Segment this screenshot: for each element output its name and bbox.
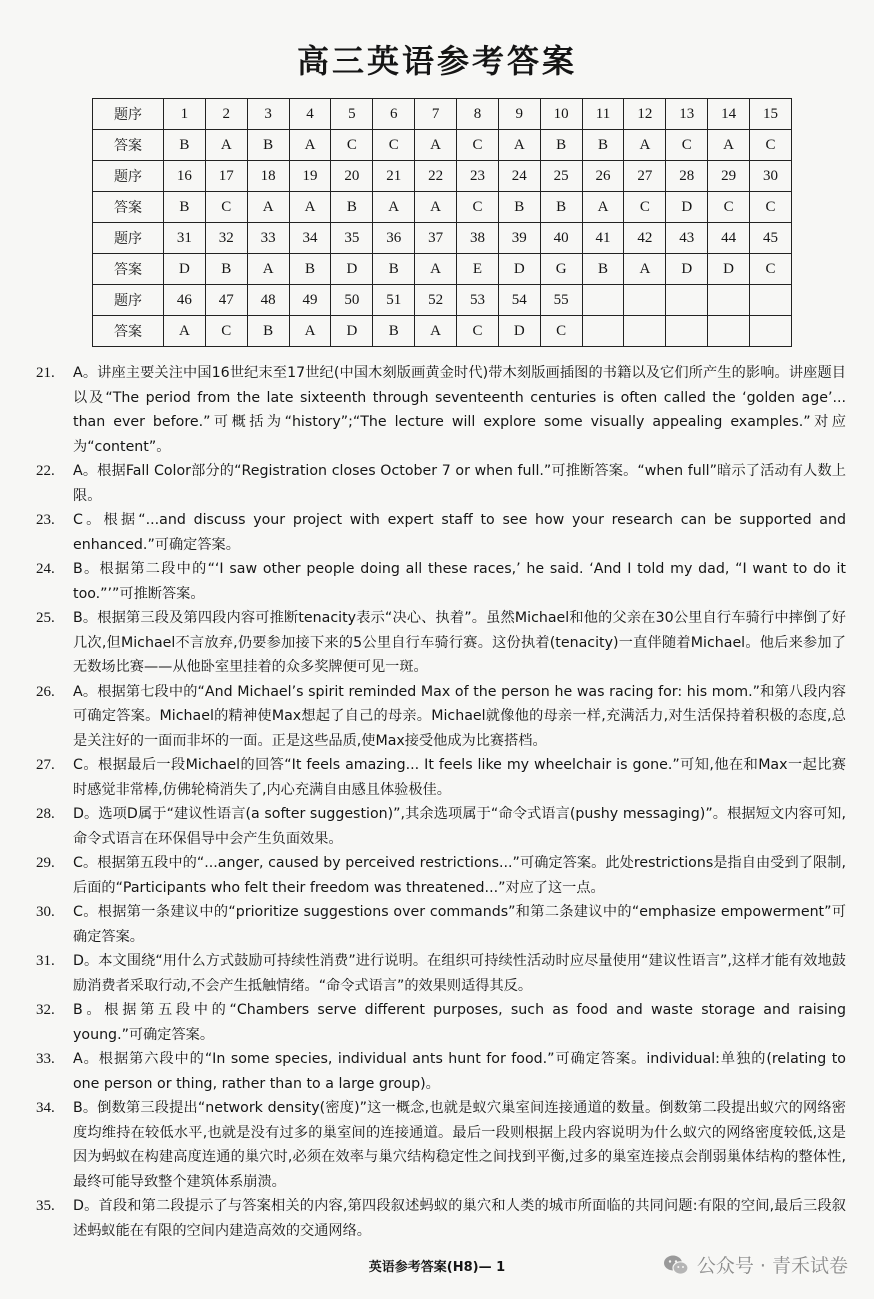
answer-cell (666, 316, 708, 347)
question-number-cell: 8 (457, 99, 499, 130)
explanation-text: A。根据第六段中的“In some species, individual ants hunt for food.”可确定答案。individual:单独的(relating to one person or thing, rather than to a large group)。 (73, 1051, 846, 1092)
question-number-cell (666, 285, 708, 316)
question-number-cell: 22 (415, 161, 457, 192)
question-number-cell: 10 (540, 99, 582, 130)
question-number-cell: 12 (624, 99, 666, 130)
explanation-item (36, 606, 846, 680)
answer-cell (582, 316, 624, 347)
answer-cell: A (289, 130, 331, 161)
question-number-cell: 13 (666, 99, 708, 130)
answer-cell: B (247, 130, 289, 161)
question-number-cell: 33 (247, 223, 289, 254)
question-number-cell: 52 (415, 285, 457, 316)
question-number-cell: 27 (624, 161, 666, 192)
explanation-text: B。倒数第三段提出“network density(密度)”这一概念,也就是蚁穴巢室间连接通道的数量。倒数第二段提出蚁穴的网络密度均维持在较低水平,也就是没有过多的巢室间的连接通道。最后一段则根据上段内容说明为什么蚁穴的网络密度较低,这是因为蚂蚁在构建高度连通的巢穴时,必须在效率与巢穴结构稳定性之间找到平衡,过多的巢室连接点会削弱巢体结构的整体性,最终可能导致整个建筑体系崩溃。 (73, 1100, 846, 1190)
answer-cell: A (498, 130, 540, 161)
row-label: 答案 (93, 316, 164, 347)
answer-cell: A (205, 130, 247, 161)
answer-cell: C (457, 130, 499, 161)
answer-cell: B (164, 130, 206, 161)
explanation-text: A。根据第七段中的“And Michael’s spirit reminded Max of the person he was racing for: his mom.”和第八段内容可确定答案。Michael的精神使Max想起了自己的母亲。Michael就像他的母亲一样,充满活力,对生活保持着积极的态度,总是关注好的一面而非坏的一面。正是这些品质,使Max接受他成为比赛搭档。 (73, 683, 846, 749)
answer-cell: D (498, 254, 540, 285)
question-number-cell: 49 (289, 285, 331, 316)
question-number-cell: 54 (498, 285, 540, 316)
watermark-text: 公众号 · 青禾试卷 (696, 1255, 848, 1277)
page-footer: 英语参考答案(H8)— 1 (368, 1260, 506, 1275)
row-label: 题序 (93, 223, 164, 254)
explanation-item (36, 753, 846, 802)
explanation-item (36, 851, 846, 900)
explanation-item (36, 459, 846, 508)
answer-cell: C (666, 130, 708, 161)
answer-cell: C (750, 130, 792, 161)
question-number-cell: 34 (289, 223, 331, 254)
answer-cell: A (582, 192, 624, 223)
answer-cell: A (708, 130, 750, 161)
explanation-text: C。根据最后一段Michael的回答“It feels amazing... It feels like my wheelchair is gone.”可知,他在和Max一起比赛时感觉非常棒,仿佛轮椅消失了,内心充满自由感且体验极佳。 (73, 757, 846, 798)
row-label: 题序 (93, 161, 164, 192)
question-number-cell: 23 (457, 161, 499, 192)
explanations-list (36, 361, 846, 1243)
question-number-cell: 38 (457, 223, 499, 254)
answer-cell: C (457, 316, 499, 347)
answer-cell (708, 316, 750, 347)
question-number-cell: 31 (164, 223, 206, 254)
question-number-cell: 42 (624, 223, 666, 254)
answer-cell: C (708, 192, 750, 223)
explanation-number: 25. (36, 610, 55, 626)
answer-cell: B (373, 254, 415, 285)
question-number-cell: 37 (415, 223, 457, 254)
row-label: 答案 (93, 254, 164, 285)
explanation-text: D。选项D属于“建议性语言(a softer suggestion)”,其余选项属于“命令式语言(pushy messaging)”。根据短文内容可知,命令式语言在环保倡导中会产生负面效果。 (73, 806, 846, 847)
explanation-text: A。根据Fall Color部分的“Registration closes October 7 or when full.”可推断答案。“when full”暗示了活动有人数上限。 (73, 463, 846, 504)
answer-cell: B (247, 316, 289, 347)
row-label: 答案 (93, 130, 164, 161)
question-number-cell: 5 (331, 99, 373, 130)
question-number-cell: 7 (415, 99, 457, 130)
question-number-cell (708, 285, 750, 316)
question-number-cell: 9 (498, 99, 540, 130)
explanation-text: D。本文围绕“用什么方式鼓励可持续性消费”进行说明。在组织可持续性活动时应尽量使用“建议性语言”,这样才能有效地鼓励消费者采取行动,不会产生抵触情绪。“命令式语言”的效果则适得其反。 (73, 953, 846, 994)
question-number-cell: 43 (666, 223, 708, 254)
question-number-cell: 20 (331, 161, 373, 192)
question-number-cell: 17 (205, 161, 247, 192)
explanation-item (36, 361, 846, 459)
question-number-cell: 45 (750, 223, 792, 254)
explanation-number: 27. (36, 757, 55, 773)
question-row (93, 223, 792, 254)
answer-cell (750, 316, 792, 347)
question-number-cell: 24 (498, 161, 540, 192)
question-row (93, 161, 792, 192)
explanation-text: C。根据第一条建议中的“prioritize suggestions over commands”和第二条建议中的“emphasize empowerment”可确定答案。 (73, 904, 846, 945)
explanation-text: A。讲座主要关注中国16世纪末至17世纪(中国木刻版画黄金时代)带木刻版画插图的书籍以及它们所产生的影响。讲座题目以及“The period from the late sixteenth through seventeenth centuries is often called the ‘golden age’... than ever before.”可概括为“history”;“The lecture will explore some visually appealing examples.”对应为“content”。 (73, 365, 846, 455)
answer-cell: D (666, 254, 708, 285)
answer-row (93, 254, 792, 285)
question-number-cell: 19 (289, 161, 331, 192)
answer-cell: A (415, 192, 457, 223)
answer-cell: D (331, 254, 373, 285)
answer-cell: A (247, 192, 289, 223)
explanation-number: 32. (36, 1002, 55, 1018)
question-row (93, 285, 792, 316)
explanation-text: B。根据第二段中的“‘I saw other people doing all these races,’ he said. ‘And I told my dad, “I want to do it too.”’”可推断答案。 (73, 561, 846, 602)
explanation-item (36, 900, 846, 949)
answer-row (93, 316, 792, 347)
answer-cell: A (289, 192, 331, 223)
answer-cell: C (205, 316, 247, 347)
answer-cell: D (331, 316, 373, 347)
answer-cell: E (457, 254, 499, 285)
question-number-cell: 44 (708, 223, 750, 254)
answer-cell: B (289, 254, 331, 285)
answer-cell: B (331, 192, 373, 223)
explanation-number: 29. (36, 855, 55, 871)
question-number-cell: 46 (164, 285, 206, 316)
question-number-cell: 4 (289, 99, 331, 130)
answer-cell: B (164, 192, 206, 223)
explanation-number: 24. (36, 561, 55, 577)
question-number-cell: 2 (205, 99, 247, 130)
question-number-cell: 16 (164, 161, 206, 192)
answer-cell: D (164, 254, 206, 285)
question-number-cell: 35 (331, 223, 373, 254)
question-number-cell (582, 285, 624, 316)
answer-cell: C (624, 192, 666, 223)
explanation-item (36, 998, 846, 1047)
answer-cell: A (164, 316, 206, 347)
question-number-cell: 36 (373, 223, 415, 254)
answer-cell: A (415, 130, 457, 161)
answer-cell: A (624, 130, 666, 161)
explanation-number: 23. (36, 512, 55, 528)
explanation-text: C。根据第五段中的“...anger, caused by perceived restrictions...”可确定答案。此处restrictions是指自由受到了限制,后面的“Participants who felt their freedom was threatened...”对应了这一点。 (73, 855, 846, 896)
explanation-item (36, 508, 846, 557)
answer-cell (624, 316, 666, 347)
question-number-cell (624, 285, 666, 316)
answer-row (93, 192, 792, 223)
explanation-number: 28. (36, 806, 55, 822)
question-number-cell: 6 (373, 99, 415, 130)
question-number-cell: 28 (666, 161, 708, 192)
question-number-cell: 30 (750, 161, 792, 192)
answer-cell: D (498, 316, 540, 347)
row-label: 题序 (93, 99, 164, 130)
explanation-number: 21. (36, 365, 55, 381)
explanation-text: B。根据第三段及第四段内容可推断tenacity表示“决心、执着”。虽然Michael和他的父亲在30公里自行车骑行中摔倒了好几次,但Michael不言放弃,仍要参加接下来的5公里自行车骑行赛。这份执着(tenacity)一直伴随着Michael。他后来参加了无数场比赛——从他卧室里挂着的众多奖牌便可见一斑。 (73, 610, 846, 675)
answer-cell: B (373, 316, 415, 347)
question-number-cell: 39 (498, 223, 540, 254)
answer-cell: C (457, 192, 499, 223)
explanation-number: 35. (36, 1198, 55, 1214)
answer-cell: C (540, 316, 582, 347)
answer-cell: A (415, 254, 457, 285)
wechat-icon (663, 1254, 689, 1276)
row-label: 题序 (93, 285, 164, 316)
answer-cell: B (540, 192, 582, 223)
explanation-number: 30. (36, 904, 55, 920)
answer-cell: C (205, 192, 247, 223)
explanation-number: 33. (36, 1051, 55, 1067)
question-number-cell: 53 (457, 285, 499, 316)
question-number-cell: 18 (247, 161, 289, 192)
answer-cell: B (582, 254, 624, 285)
answer-cell: C (331, 130, 373, 161)
question-number-cell: 40 (540, 223, 582, 254)
question-number-cell (750, 285, 792, 316)
question-row (93, 99, 792, 130)
explanation-item (36, 680, 846, 754)
question-number-cell: 15 (750, 99, 792, 130)
question-number-cell: 25 (540, 161, 582, 192)
question-number-cell: 3 (247, 99, 289, 130)
question-number-cell: 32 (205, 223, 247, 254)
question-number-cell: 50 (331, 285, 373, 316)
explanation-item (36, 1047, 846, 1096)
question-number-cell: 14 (708, 99, 750, 130)
question-number-cell: 47 (205, 285, 247, 316)
explanation-item (36, 557, 846, 606)
explanation-number: 34. (36, 1100, 55, 1116)
answer-cell: A (247, 254, 289, 285)
explanation-text: D。首段和第二段提示了与答案相关的内容,第四段叙述蚂蚁的巢穴和人类的城市所面临的共同问题:有限的空间,最后三段叙述蚂蚁能在有限的空间内建造高效的交通网络。 (73, 1198, 846, 1239)
question-number-cell: 51 (373, 285, 415, 316)
question-number-cell: 48 (247, 285, 289, 316)
answer-row (93, 130, 792, 161)
answer-cell: G (540, 254, 582, 285)
answer-cell: A (289, 316, 331, 347)
answer-cell: C (750, 254, 792, 285)
explanation-item (36, 1096, 846, 1194)
answer-cell: A (624, 254, 666, 285)
answer-cell: B (582, 130, 624, 161)
answer-cell: A (373, 192, 415, 223)
question-number-cell: 29 (708, 161, 750, 192)
answer-cell: C (750, 192, 792, 223)
explanation-text: B。根据第五段中的“Chambers serve different purposes, such as food and waste storage and raising young.”可确定答案。 (73, 1002, 846, 1043)
explanation-number: 31. (36, 953, 55, 969)
question-number-cell: 21 (373, 161, 415, 192)
answer-cell: B (205, 254, 247, 285)
explanation-number: 22. (36, 463, 55, 479)
answer-cell: D (708, 254, 750, 285)
answer-cell: B (498, 192, 540, 223)
answer-cell: B (540, 130, 582, 161)
explanation-item (36, 802, 846, 851)
question-number-cell: 41 (582, 223, 624, 254)
answer-cell: D (666, 192, 708, 223)
question-number-cell: 26 (582, 161, 624, 192)
explanation-number: 26. (36, 683, 55, 700)
answer-cell: A (415, 316, 457, 347)
question-number-cell: 55 (540, 285, 582, 316)
watermark (663, 1251, 848, 1278)
explanation-item (36, 1194, 846, 1243)
question-number-cell: 11 (582, 99, 624, 130)
explanation-text: C。根据“...and discuss your project with expert staff to see how your research can be supported and enhanced.”可确定答案。 (73, 512, 846, 553)
answer-cell: C (373, 130, 415, 161)
page-title: 高三英语参考答案 (296, 42, 577, 80)
row-label: 答案 (93, 192, 164, 223)
answer-table (92, 98, 792, 347)
question-number-cell: 1 (164, 99, 206, 130)
explanation-item (36, 949, 846, 998)
